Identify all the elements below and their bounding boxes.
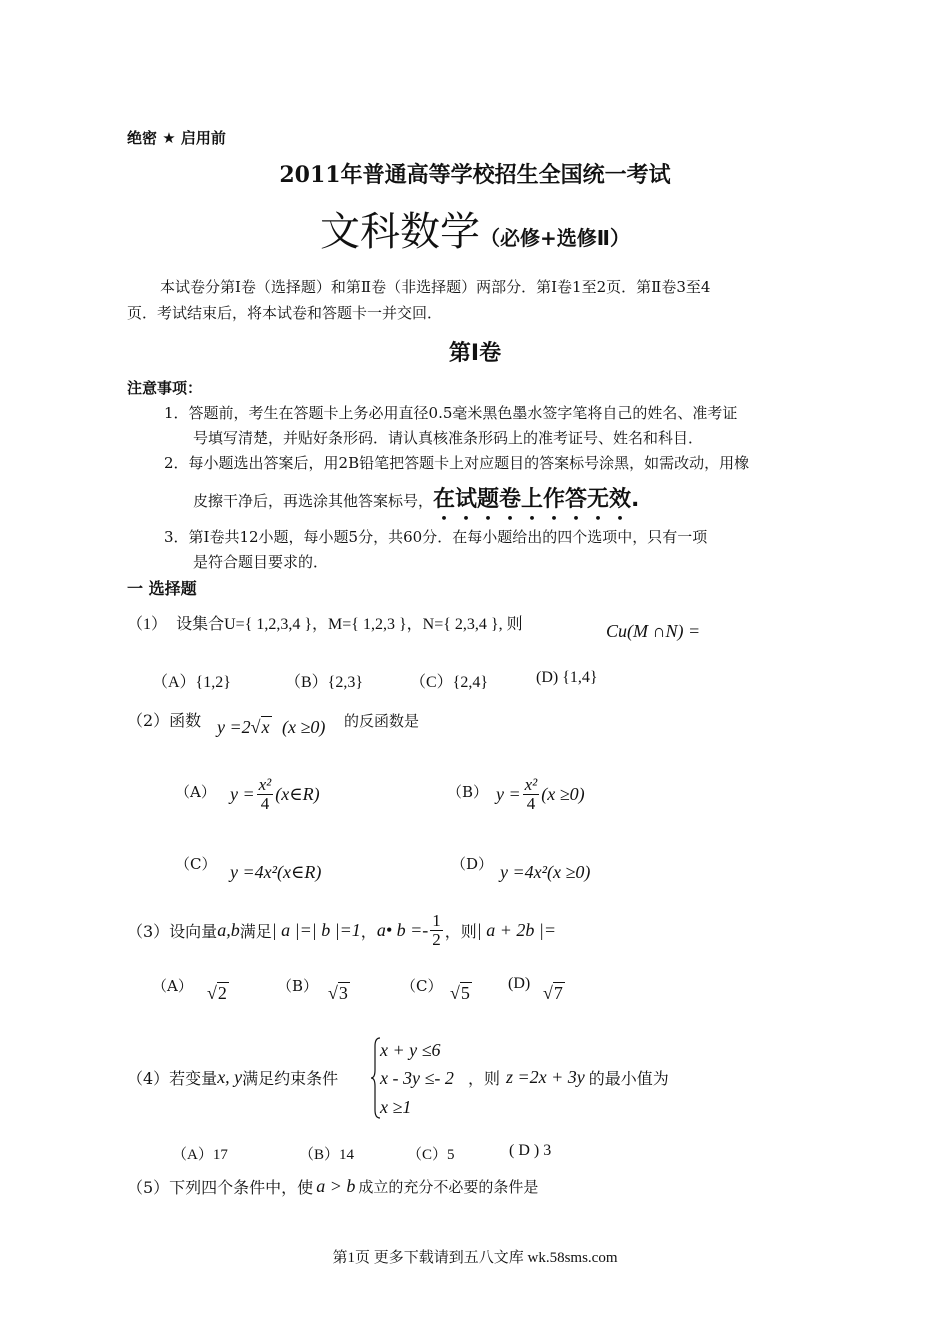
- q2-expr: y =2√x (x ≥0): [217, 717, 326, 737]
- q1-option-d: (D) {1,4}: [536, 669, 598, 686]
- notes-heading: 注意事项：: [127, 379, 203, 397]
- q1-label: （1）: [127, 616, 168, 633]
- q3-opt-b-label: （B）: [277, 977, 319, 995]
- q4-brace: [370, 1036, 372, 1120]
- q4-stem-right: [468, 1066, 669, 1089]
- q3-opt-a-radicand: 2: [217, 983, 227, 1003]
- q3-frac-den: 2: [432, 929, 441, 949]
- q3-frac-num: 1: [432, 911, 441, 930]
- subject-note: （必修+选修Ⅱ）: [480, 226, 630, 250]
- note-1-line-1: 1．答题前，考生在答题卡上务必用直径0.5毫米黑色墨水签字笔将自己的姓名、准考证: [164, 404, 738, 422]
- q2-expr-sqrt: x: [261, 717, 270, 737]
- q3-label: （3）设向量: [127, 921, 218, 941]
- q1-option-a: （A）{1,2}: [152, 674, 231, 691]
- q1-option-b: （B）{2,3}: [285, 674, 364, 691]
- q3-opt-b-radicand: 3: [338, 983, 348, 1003]
- q3-opt-d-value: √7: [543, 983, 563, 1003]
- q3-opt-c-radicand: 5: [460, 983, 470, 1003]
- q2-opt-b-den: 4: [526, 793, 536, 813]
- note-3-line-1: 3．第Ⅰ卷共12小题，每小题5分，共60分．在每小题给出的四个选项中，只有一项: [164, 528, 708, 546]
- q2-opt-c-label: （C）: [175, 855, 217, 873]
- q4-tail: 的最小值为: [588, 1069, 669, 1088]
- q5-expr: a > b: [316, 1176, 356, 1196]
- q1-option-c: （C）{2,4}: [410, 674, 489, 691]
- q2-opt-a-num: x²: [258, 775, 272, 794]
- q3-opt-d-radicand: 7: [553, 983, 563, 1003]
- q2-opt-c-expr: y =4x²(x∈R): [230, 862, 322, 882]
- q4-mid: 满足约束条件: [242, 1069, 339, 1088]
- q2-stem: [127, 708, 201, 731]
- q3-cond: | a |=| b |=1: [271, 919, 361, 940]
- q2-opt-a-expr: [230, 776, 320, 813]
- q2-opt-a-den: 4: [260, 793, 270, 813]
- note-2-emphasis: 在试题卷上作答无效: [433, 487, 632, 512]
- q5-tail: 成立的充分不必要的条件是: [358, 1178, 539, 1196]
- q2-expr-b: (x ≥0): [282, 717, 326, 737]
- q3-opt-c-value: √5: [450, 983, 470, 1003]
- exam-title: 2011年普通高等学校招生全国统一考试: [279, 162, 671, 188]
- q4-option-a: （A）17: [172, 1147, 228, 1163]
- q2-opt-a-cond: (x∈R): [275, 783, 320, 804]
- q4-constraint-3: x ≥1: [380, 1097, 412, 1117]
- q2-opt-d-expr: y =4x²(x ≥0): [500, 862, 591, 882]
- page-footer: 第1页 更多下载请到五八文库 wk.58sms.com: [332, 1250, 618, 1266]
- q2-opt-b-cond: (x ≥0): [541, 783, 585, 804]
- q2-opt-d-label: （D）: [451, 855, 494, 873]
- subject-line: [0, 200, 950, 257]
- q4-label: （4）若变量: [127, 1069, 218, 1088]
- q4-stem-left: [127, 1066, 338, 1089]
- subject-title: 文科数学: [320, 209, 481, 255]
- note-1-line-2: 号填写清楚，并贴好条形码．请认真核准条形码上的准考证号、姓名和科目．: [193, 429, 704, 447]
- q2-opt-b-label: （B）: [447, 783, 489, 801]
- q2-opt-b-expr: [496, 776, 585, 813]
- intro-line-2: 页．考试结束后，将本试卷和答题卡一并交回．: [127, 304, 443, 322]
- q4-option-d: ( D ) 3: [509, 1142, 552, 1159]
- note-2-text: 皮擦干净后，再选涂其他答案标号，: [193, 492, 434, 510]
- q4-constraint-1: x + y ≤6: [380, 1040, 441, 1060]
- q3-opt-a-value: √2: [207, 983, 227, 1003]
- q4-vars: x, y: [217, 1067, 243, 1087]
- q3-mid: 满足: [239, 921, 272, 941]
- q1-stem: [127, 611, 523, 634]
- q3-dot-expr: a• b =-: [376, 919, 429, 940]
- q3-opt-c-label: （C）: [401, 977, 443, 995]
- q3-stem: [127, 912, 556, 949]
- q2-opt-b-num: x²: [524, 775, 538, 794]
- q4-then: ，则: [468, 1069, 501, 1088]
- q3-vars: a,b: [217, 919, 240, 940]
- q4-target: z =2x + 3y: [506, 1067, 585, 1087]
- q3-then: ，则: [444, 921, 477, 941]
- q3-opt-b-value: √3: [328, 983, 348, 1003]
- q2-opt-a-label: （A）: [175, 783, 216, 801]
- section-title: 一 选择题: [127, 579, 197, 598]
- q1-expr: Cu(M ∩N) =: [606, 621, 701, 641]
- q3-target: | a + 2b |=: [476, 919, 556, 940]
- note-2-end: .: [631, 487, 640, 512]
- q5-label: （5）下列四个条件中，使: [127, 1178, 314, 1197]
- q2-tail: 的反函数是: [344, 712, 420, 730]
- note-3-line-2: 是符合题目要求的．: [193, 553, 329, 571]
- q4-option-c: （C）5: [407, 1147, 455, 1163]
- note-2-line-2: [193, 482, 639, 525]
- q5-stem: [127, 1175, 538, 1198]
- q4-constraint-2: x - 3y ≤- 2: [380, 1068, 454, 1088]
- q3-opt-d-label: (D): [508, 975, 531, 992]
- q2-opt-b-lhs: y =: [496, 783, 521, 804]
- q1-text: 设集合U={ 1,2,3,4 }，M={ 1,2,3 }，N={ 2,3,4 }, 则: [176, 616, 523, 633]
- secret-label: 绝密 ★ 启用前: [127, 129, 226, 147]
- note-2-line-1: 2．每小题选出答案后，用2B铅笔把答题卡上对应题目的答案标号涂黑，如需改动，用橡: [164, 454, 750, 472]
- q3-sep: ，: [360, 921, 377, 941]
- q2-expr-a: y =2: [217, 717, 251, 737]
- q3-opt-a-label: （A）: [152, 977, 193, 995]
- intro-line-1: 本试卷分第Ⅰ卷（选择题）和第Ⅱ卷（非选择题）两部分．第Ⅰ卷1至2页．第Ⅱ卷3至4: [160, 278, 711, 296]
- q4-option-b: （B）14: [299, 1147, 355, 1163]
- q2-label: （2）函数: [127, 711, 202, 730]
- volume-title: 第Ⅰ卷: [448, 341, 502, 366]
- q2-opt-a-lhs: y =: [230, 783, 255, 804]
